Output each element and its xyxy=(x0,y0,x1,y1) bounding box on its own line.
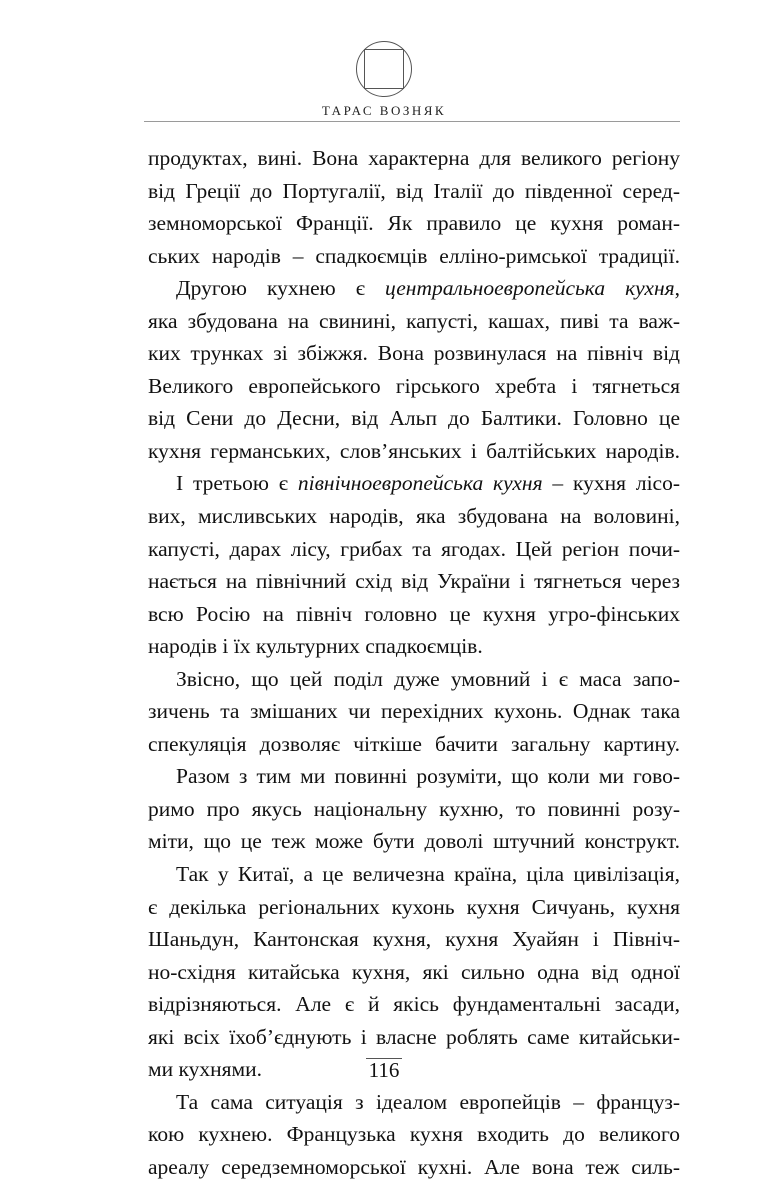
text-line: продуктах, вині. Вона характерна для великого регіону xyxy=(148,146,680,170)
text-line: кухня германських, слов’янських і балтійських народів. xyxy=(148,438,680,463)
text-line: спекуляція дозволяє чіткіше бачити загальну картину. xyxy=(148,731,680,756)
text-line: ареалу середземноморської кухні. Але вона теж силь- xyxy=(148,1154,680,1179)
text-line: римо про якусь національну кухню, то повинні розу- xyxy=(148,796,680,821)
text-line: міти, що це теж може бути доволі штучний конструкт. xyxy=(148,829,680,854)
paragraph-last-line: ми кухнями. xyxy=(148,1057,263,1082)
running-head-author: ТАРАС ВОЗНЯК xyxy=(321,103,447,118)
body-text xyxy=(148,142,680,1184)
text-span: Другою кухнею є xyxy=(176,276,385,301)
paragraph-first-line xyxy=(148,467,680,500)
circle-square-emblem-icon xyxy=(355,40,413,98)
text-line: вих, мисливських народів, яка збудована на воловині, xyxy=(148,504,680,529)
italic-term: північноевропейська кухня xyxy=(297,471,543,496)
text-line: які всіх їхоб’єднують і власне роблять саме китайськи- xyxy=(148,1024,680,1049)
header-divider xyxy=(144,121,680,122)
text-line: нається на північний схід від України і тягнеться через xyxy=(148,569,680,594)
text-line: відрізняються. Але є й якісь фундаментальні засади, xyxy=(148,992,680,1017)
text-line: кою кухнею. Французька кухня входить до великого xyxy=(148,1122,680,1147)
paragraph-first-line: Разом з тим ми повинні розуміти, що коли ми гово- xyxy=(176,764,680,789)
text-line: ких трунках зі збіжжя. Вона розвинулася на північ від xyxy=(148,341,680,366)
paragraph-first-line: Та сама ситуація з ідеалом европейців – француз- xyxy=(176,1089,680,1114)
text-line: яка збудована на свинині, капусті, кашах, пиві та важ- xyxy=(148,308,680,333)
text-line: земноморської Франції. Як правило це кухня роман- xyxy=(148,211,680,236)
text-line: від Сени до Десни, від Альп до Балтики. Головно це xyxy=(148,406,680,431)
text-line: капусті, дарах лісу, грибах та ягодах. Цей регіон почи- xyxy=(148,536,680,561)
text-line: Шаньдун, Кантонская кухня, кухня Хуайян і Північ- xyxy=(148,927,680,952)
page-number: 116 xyxy=(368,1058,400,1082)
text-line: всю Росію на північ головно це кухня угро-фінських xyxy=(148,601,680,626)
italic-term: центральноевропейська кухня xyxy=(384,276,675,301)
text-span: , xyxy=(674,276,680,301)
text-line: Великого европейського гірського хребта і тягнеться xyxy=(148,373,680,398)
text-line: зичень та змішаних чи перехідних кухонь. Однак така xyxy=(148,699,680,724)
paragraph-last-line: народів і їх культурних спадкоємців. xyxy=(148,634,483,659)
paragraph-first-line: Так у Китаї, а це величезна країна, ціла цивілізація, xyxy=(176,862,680,887)
text-span: І третьою є xyxy=(176,471,298,496)
text-line: но-східня китайська кухня, які сильно одна від одної xyxy=(148,959,680,984)
text-line: є декілька регіональних кухонь кухня Сичуань, кухня xyxy=(148,894,680,919)
paragraph-first-line xyxy=(148,272,680,305)
paragraph-first-line: Звісно, що цей поділ дуже умовний і є маса запо- xyxy=(176,666,680,691)
text-line: ських народів – спадкоємців елліно-римської традиції. xyxy=(148,243,680,268)
text-span: – кухня лісо- xyxy=(542,471,680,496)
text-line: від Греції до Португалії, від Італії до південної серед- xyxy=(148,178,680,203)
